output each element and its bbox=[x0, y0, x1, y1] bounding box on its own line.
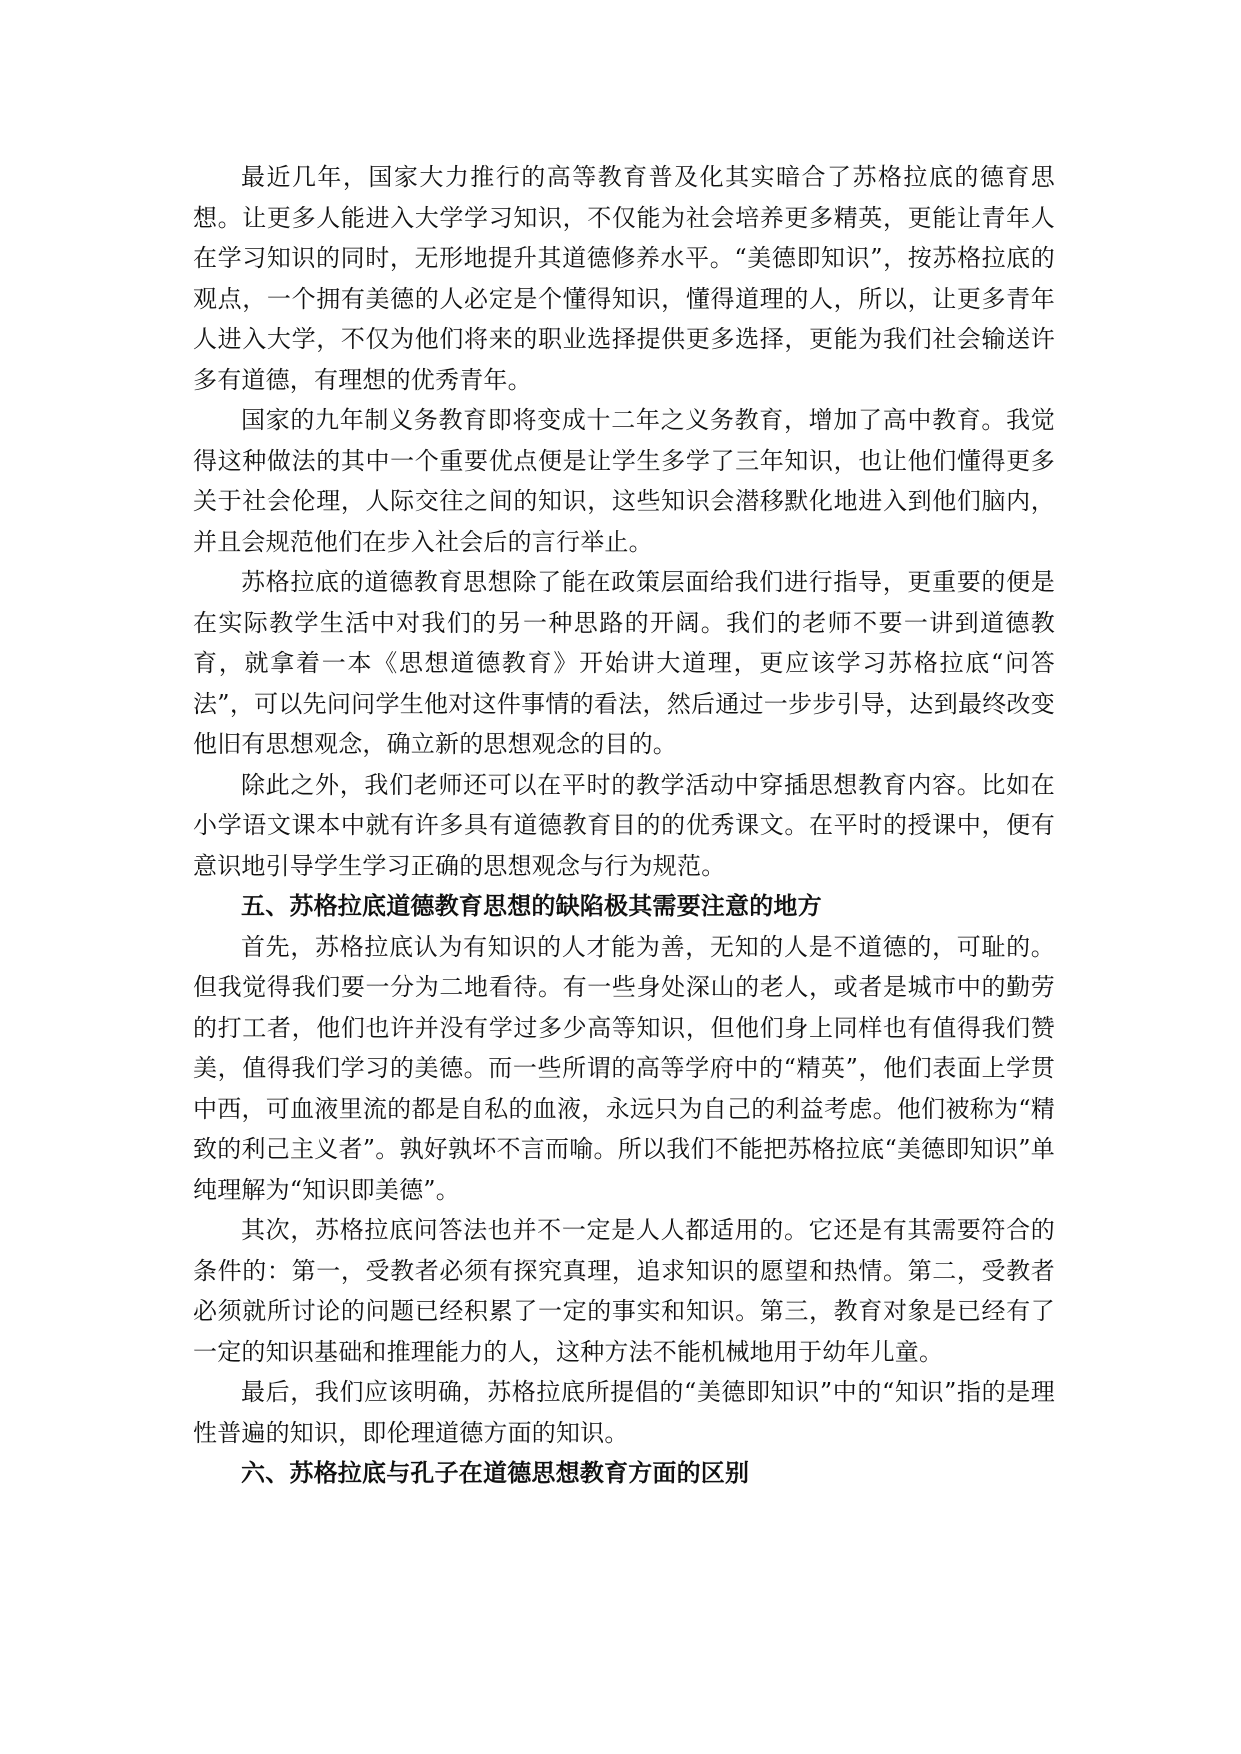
section-heading-six: 六、苏格拉底与孔子在道德思想教育方面的区别 bbox=[241, 1458, 750, 1487]
paragraph-third-point: 最后，我们应该明确，苏格拉底所提倡的“美德即知识”中的“知识”指的是理性普遍的知识，即伦理道德方面的知识。 bbox=[193, 1378, 1055, 1447]
section-heading-five: 五、苏格拉底道德教育思想的缺陷极其需要注意的地方 bbox=[241, 891, 822, 920]
document-body bbox=[193, 157, 1055, 1494]
paragraph-classroom-integration: 除此之外，我们老师还可以在平时的教学活动中穿插思想教育内容。比如在小学语文课本中就有许多具有道德教育目的的优秀课文。在平时的授课中，便有意识地引导学生学习正确的思想观念与行为规范。 bbox=[193, 770, 1055, 880]
paragraph-teaching-method: 苏格拉底的道德教育思想除了能在政策层面给我们进行指导，更重要的便是在实际教学生活中对我们的另一种思路的开阔。我们的老师不要一讲到道德教育，就拿着一本《思想道德教育》开始讲大道理，更应该学习苏格拉底“问答法”，可以先问问学生他对这件事情的看法，然后通过一步步引导，达到最终改变他旧有思想观念，确立新的思想观念的目的。 bbox=[193, 568, 1055, 758]
paragraph-higher-education: 最近几年，国家大力推行的高等教育普及化其实暗合了苏格拉底的德育思想。让更多人能进入大学学习知识，不仅能为社会培养更多精英，更能让青年人在学习知识的同时，无形地提升其道德修养水平。“美德即知识”，按苏格拉底的观点，一个拥有美德的人必定是个懂得知识，懂得道理的人，所以，让更多青年人进入大学，不仅为他们将来的职业选择提供更多选择，更能为我们社会输送许多有道德，有理想的优秀青年。 bbox=[193, 163, 1055, 394]
paragraph-first-limitation: 首先，苏格拉底认为有知识的人才能为善，无知的人是不道德的，可耻的。但我觉得我们要一分为二地看待。有一些身处深山的老人，或者是城市中的勤劳的打工者，他们也许并没有学过多少高等知识，但他们身上同样也有值得我们赞美，值得我们学习的美德。而一些所谓的高等学府中的“精英”，他们表面上学贯中西，可血液里流的都是自私的血液，永远只为自己的利益考虑。他们被称为“精致的利己主义者”。孰好孰坏不言而喻。所以我们不能把苏格拉底“美德即知识”单纯理解为“知识即美德”。 bbox=[193, 932, 1055, 1204]
paragraph-compulsory-education: 国家的九年制义务教育即将变成十二年之义务教育，增加了高中教育。我觉得这种做法的其中一个重要优点便是让学生多学了三年知识，也让他们懂得更多关于社会伦理，人际交往之间的知识，这些知识会潜移默化地进入到他们脑内，并且会规范他们在步入社会后的言行举止。 bbox=[193, 406, 1055, 556]
paragraph-second-limitation: 其次，苏格拉底问答法也并不一定是人人都适用的。它还是有其需要符合的条件的：第一，受教者必须有探究真理，追求知识的愿望和热情。第二，受教者必须就所讨论的问题已经积累了一定的事实和知识。第三，教育对象是已经有了一定的知识基础和推理能力的人，这种方法不能机械地用于幼年儿童。 bbox=[193, 1216, 1055, 1366]
